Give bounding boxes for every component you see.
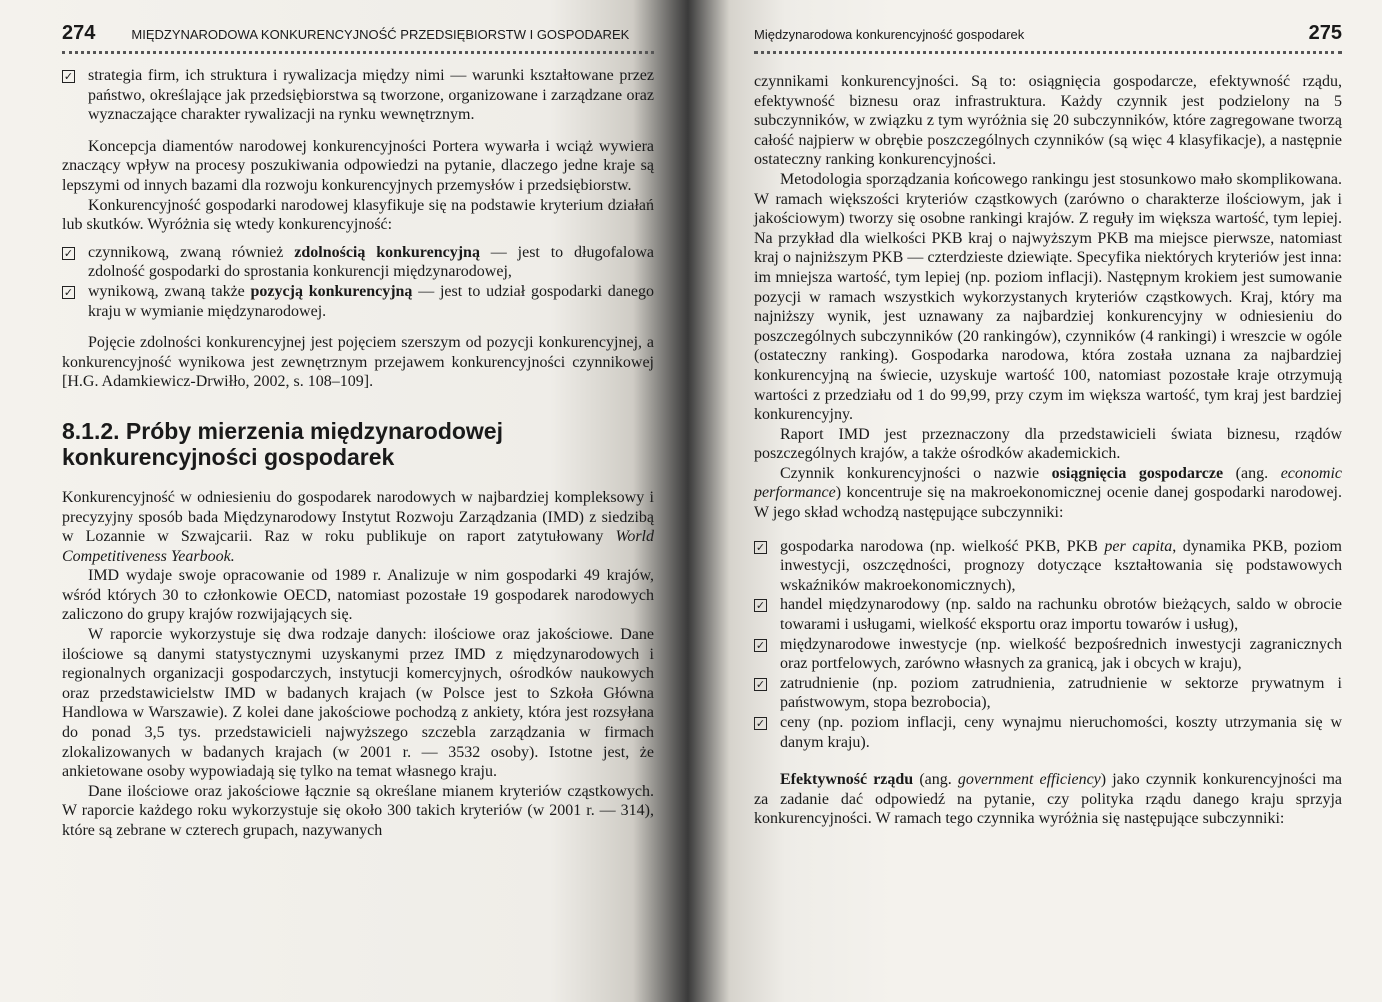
checkbox-icon: ✓: [755, 717, 766, 730]
list-item: ✓ czynnikową, zwaną również zdolnością konkurencyjną — jest to długofalowa zdolność gospodarki do sprostania konkurencji międzynarodowej,: [63, 243, 654, 281]
checkbox-icon: ✓: [755, 638, 766, 652]
paragraph: Dane ilościowe oraz jakościowe łącznie są określane mianem kryteriów cząstkowych. W raporcie każdego roku wykorzystuje się około 300 takich kryteriów (w 2001 r. — 314), które są zebrane w czterech grupach, nazywanych: [62, 782, 654, 839]
list-item: ✓ zatrudnienie (np. poziom zatrudnienia, zatrudnienie w sektorze prywatnym i państwowym, stopa bezrobocia),: [755, 674, 1342, 712]
bullet-list: [754, 537, 1342, 753]
running-head: MIĘDZYNARODOWA KONKURENCYJNOŚĆ PRZEDSIĘBIORSTW I GOSPODAREK: [131, 27, 630, 42]
right-page: [688, 0, 1382, 1002]
list-item: ✓ ceny (np. poziom inflacji, ceny wynajmu nieruchomości, koszty utrzymania się w danym kraju).: [755, 714, 1342, 751]
paragraph: Konkurencyjność w odniesieniu do gospodarek narodowych w najbardziej kompleksowy i precyzyjny sposób bada Międzynarodowy Instytut Rozwoju Zarządzania (IMD) z siedzibą w Lozannie w Szwajcarii. Raz w roku publikuje on raport zatytułowany World Competitiveness Yearbook.: [62, 488, 654, 565]
header-rule: [754, 51, 1342, 54]
page-number: 275: [1308, 22, 1342, 44]
paragraph: Koncepcja diamentów narodowej konkurencyjności Portera wywarła i wciąż wywiera znaczący wpływ na procesy poszukiwania odpowiedzi na pytanie, dlaczego jedne kraje są lepszymi od innych bazami dla rozwoju konkurencyjnych przemysłów i przedsiębiorstw.: [62, 137, 654, 194]
paragraph: Pojęcie zdolności konkurencyjnej jest pojęciem szerszym od pozycji konkurencyjnej, a konkurencyjność wynikowa jest zewnętrznym przejawem konkurencyjności czynnikowej [H.G. Adamkiewicz-Drwiłło, 2002, s. 108–109].: [62, 334, 654, 391]
list-item: ✓ handel międzynarodowy (np. saldo na rachunku obrotów bieżących, saldo w obrocie towarami i usługami, wielkość eksportu oraz importu towarów i usług),: [755, 596, 1342, 634]
checkbox-icon: ✓: [755, 599, 766, 613]
checkbox-icon: ✓: [755, 677, 766, 691]
checkbox-icon: ✓: [63, 246, 74, 260]
list-item: ✓ wynikową, zwaną także pozycją konkurencyjną — jest to udział gospodarki danego kraju w wymianie międzynarodowej.: [63, 282, 654, 320]
list-item: ✓ międzynarodowe inwestycje (np. wielkość bezpośrednich inwestycji zagranicznych oraz portfelowych, zarówno własnych za granicą, jak i obcych w kraju),: [755, 635, 1342, 673]
list-item: ✓ strategia firm, ich struktura i rywalizacja między nimi — warunki kształtowane przez państwo, określające jak przedsiębiorstwa są tworzone, organizowane i zarządzane oraz wyznaczające charakter rywalizacji na rynku wewnętrznym.: [63, 67, 654, 124]
checkbox-icon: ✓: [63, 285, 74, 299]
right-header: [754, 22, 1342, 45]
bullet-list: [62, 243, 654, 321]
left-page: [0, 0, 688, 1002]
bullet-list: [62, 66, 654, 125]
paragraph: Konkurencyjność gospodarki narodowej klasyfikuje się na podstawie kryterium działań lub skutków. Wyróżnia się wtedy konkurencyjność:: [62, 196, 654, 234]
paragraph: Efektywność rządu (ang. government efficiency) jako czynnik konkurencyjności ma za zadanie dać odpowiedź na pytanie, czy polityka rządu danego kraju sprzyja konkurencyjności. W ramach tego czynnika wyróżnia się następujące subczynniki:: [754, 771, 1342, 828]
left-header: [62, 22, 654, 45]
paragraph: W raporcie wykorzystuje się dwa rodzaje danych: ilościowe oraz jakościowe. Dane ilościowe są danymi statystycznymi uzyskanymi przez IMD z międzynarodowych i regionalnych organizacji gospodarczych, instytucji komercyjnych, ośrodków naukowych oraz przedstawicielstw IMD w badanych krajach (w Polsce jest to Szkoła Główna Handlowa w Warszawie). Z kolei dane jakościowe pochodzą z ankiety, która jest rozsyłana do ponad 3,5 tys. przedstawicieli najwyższego szczebla zarządzania w firmach zlokalizowanych w badanych krajach (w 2001 r. — 3532 osoby). Istotne jest, że ankietowane osoby wypowiadają się tylko na temat własnego kraju.: [62, 626, 654, 781]
paragraph: Raport IMD jest przeznaczony dla przedstawicieli świata biznesu, rządów poszczególnych krajów, a także ośrodków akademickich.: [754, 425, 1342, 463]
checkbox-icon: ✓: [755, 540, 766, 554]
page-number: 274: [62, 22, 96, 44]
paragraph: czynnikami konkurencyjności. Są to: osiągnięcia gospodarcze, efektywność rządu, efektywność biznesu oraz infrastruktura. Każdy czynnik jest podzielony na 5 subczynników, w związku z tym wyróżnia się 20 subczynników, które zagregowane tworzą całość najpierw w obrębie poszczególnych czynników (są więc 4 klasyfikacje), a następnie ostateczny ranking konkurencyjności.: [754, 73, 1342, 169]
running-head: Międzynarodowa konkurencyjność gospodarek: [754, 27, 1025, 42]
list-item: ✓ gospodarka narodowa (np. wielkość PKB, PKB per capita, dynamika PKB, poziom inwestycji, oszczędności, prognozy dotyczące kształtowania się podstawowych wskaźników makroekonomicznych),: [755, 537, 1342, 594]
section-heading: 8.1.2. Próby mierzenia międzynarodowej konkurencyjności gospodarek: [62, 417, 503, 470]
checkbox-icon: ✓: [63, 70, 74, 83]
paragraph: Metodologia sporządzania końcowego rankingu jest stosunkowo mało skomplikowana. W ramach większości kryteriów cząstkowych (zarówno o charakterze ilościowym, jak i jakościowym) tworzy się osobne rankingi krajów. Z reguły im większa wartość, tym lepiej. Na przykład dla wielkości PKB kraj o najwyższym PKB ma miejsce pierwsze, natomiast kraj o najniższym PKB — czterdzieste dziewiąte. Specyfika niektórych kryteriów jest inna: im mniejsza wartość, tym lepiej (np. poziom inflacji). Następnym krokiem jest sumowanie pozycji w ramach wszystkich wykorzystanych kryteriów cząstkowych. Kraj, który ma najniższy wynik, jest uznawany za najbardziej konkurencyjny w odniesieniu do poszczególnych subczynników (20 rankingów), czynników (4 rankingi) i wreszcie w ogóle (ostateczny ranking). Gospodarka narodowa, która została uznana za najbardziej konkurencyjną na świecie, uzyskuje wartość 100, natomiast pozostałe kraje otrzymują wartości z przedziału od 1 do 99,99, przy czym im większa wartość, tym kraj jest bardziej konkurencyjny.: [754, 170, 1342, 424]
paragraph: IMD wydaje swoje opracowanie od 1989 r. Analizuje w nim gospodarki 49 krajów, wśród których 30 to członkowie OECD, natomiast pozostałe 19 gospodarek narodowych zaliczono do grupy krajów rozwijających się.: [62, 567, 654, 624]
header-rule: [62, 51, 654, 54]
paragraph: Czynnik konkurencyjności o nazwie osiągnięcia gospodarcze (ang. economic performance) koncentruje się na makroekonomicznej ocenie danej gospodarki narodowej. W jego skład wchodzą następujące subczynniki:: [754, 464, 1342, 522]
